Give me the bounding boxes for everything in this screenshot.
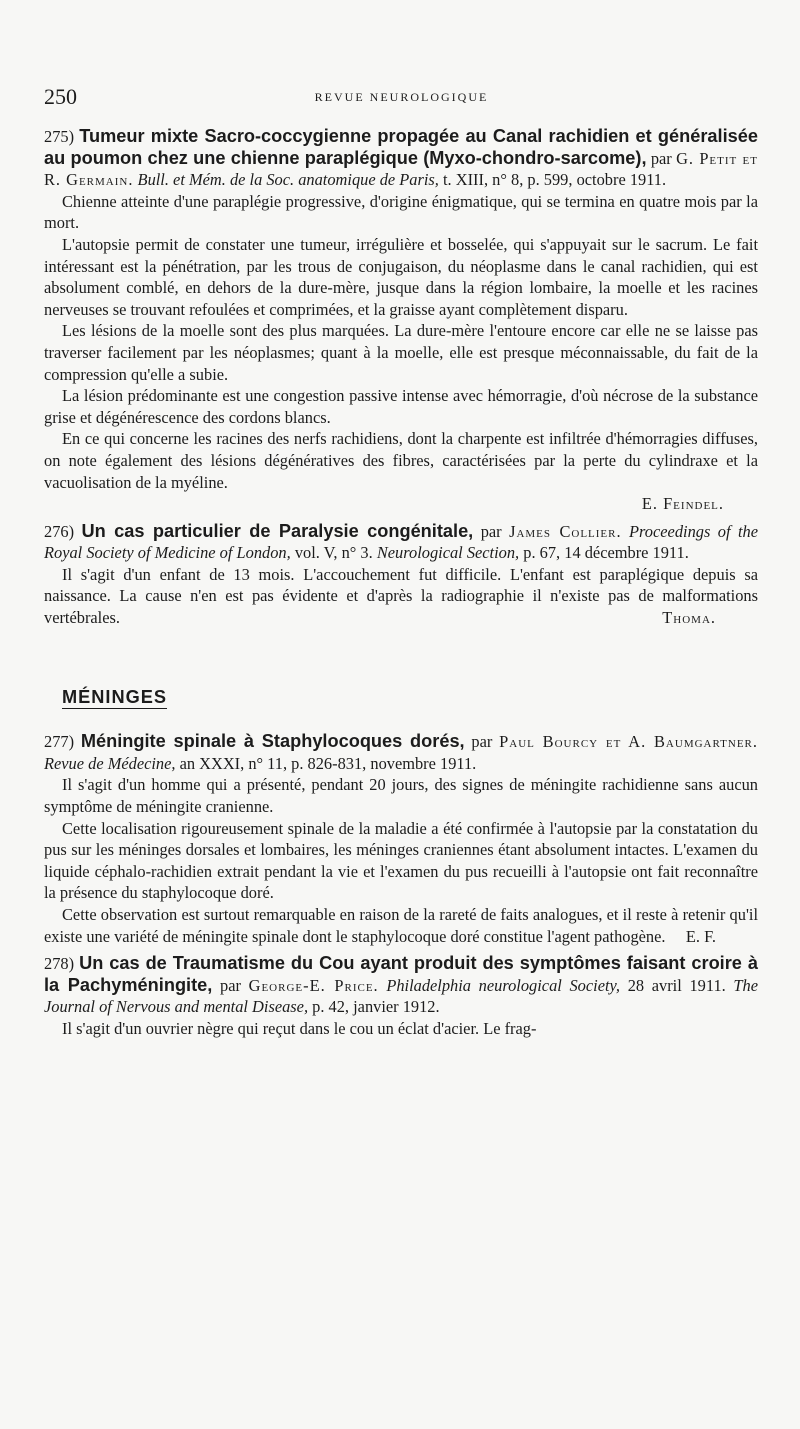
- entry-278-journal-2: The Journal of Nervous and mental Disease,: [44, 975, 759, 1017]
- section-title: MÉNINGES: [62, 686, 168, 707]
- entry-277-paragraph-2: Cette localisation rigoureusement spinale de la maladie a été confirmée à l'autopsie par la constatation du pus sur les méninges dorsales et lombaires, les méninges craniennes étant absolument intactes. L'examen du liquide céphalo-rachidien extrait pendant la vie et l'examen du pus recueilli à l'autopsie ont fait reconnaître la présence du staphylocoque doré.: [44, 818, 758, 903]
- entry-276-details: vol. V, n° 3.: [290, 543, 377, 563]
- entry-276-heading: [44, 521, 758, 564]
- entry-278-authors: George-E. Price.: [248, 975, 379, 995]
- entry-275-signature: E. Feindel.: [641, 494, 724, 514]
- entry-277-signature: E. F.: [685, 926, 716, 946]
- entry-278-paragraph-1: Il s'agit d'un ouvrier nègre qui reçut dans le cou un éclat d'acier. Le frag-: [62, 1018, 537, 1038]
- entry-278-details: 28 avril 1911.: [620, 975, 734, 995]
- entry-277-title: Méningite spinale à Staphylocoques dorés,: [80, 731, 465, 752]
- entry-278-heading: [44, 953, 758, 1018]
- entry-277-number: 277): [44, 732, 75, 752]
- entry-277-paragraph-text: Cette observation est surtout remarquable en raison de la rareté de faits analogues, et il reste à retenir qu'il existe une variété de méningite spinale dont le staphylocoque doré constitue l'agent pathogène.: [44, 905, 758, 946]
- entry-275-details: t. XIII, n° 8, p. 599, octobre 1911.: [438, 170, 667, 190]
- entry-278-number: 278): [44, 954, 75, 974]
- entry-278-par: par: [212, 975, 249, 995]
- entry-277-paragraph-1: Il s'agit d'un homme qui a présenté, pendant 20 jours, des signes de méningite rachidienne sans aucun symptôme de méningite cranienne.: [44, 775, 758, 817]
- entry-277-authors: Paul Bourcy et A. Baumgartner.: [499, 732, 758, 752]
- entry-276-journal: Proceedings of the Royal Society of Medicine of London,: [44, 521, 758, 563]
- entry-276-signature: Thoma.: [662, 608, 716, 628]
- entry-276-paragraph-1: [44, 564, 758, 629]
- page-header: [44, 84, 759, 114]
- entry-278-journal: Philadelphia neurological Society,: [378, 975, 621, 995]
- entry-276-title: Un cas particulier de Paralysie congénitale,: [81, 520, 474, 541]
- entry-275-number: 275): [44, 127, 75, 146]
- entry-278-details-2: p. 42, janvier 1912.: [308, 997, 440, 1017]
- entry-275-par: par: [646, 148, 677, 168]
- running-title: REVUE NEUROLOGIQUE: [314, 90, 489, 104]
- entry-276-journal-section: Neurological Section,: [376, 543, 520, 563]
- entry-275-title: Tumeur mixte Sacro-coccygienne propagée au Canal rachidien et généralisée au poumon chez une chienne paraplégique (Myxo-chondro-sarcome),: [44, 126, 758, 168]
- entry-276-authors: James Collier.: [509, 521, 622, 541]
- entry-277-heading: [44, 731, 758, 774]
- entry-275-paragraph-4: La lésion prédominante est une congestion passive intense avec hémorragie, d'où nécrose de la substance grise et dégénérescence des cordons blancs.: [44, 386, 758, 427]
- entry-276-number: 276): [44, 521, 75, 541]
- entry-276-paragraph-text: Il s'agit d'un enfant de 13 mois. L'accouchement fut difficile. L'enfant est paraplégique depuis sa naissance. La cause n'en est pas évidente et d'après la radiographie il n'existe pas de malformations vertébrales.: [44, 564, 758, 628]
- entry-276-details-2: p. 67, 14 décembre 1911.: [519, 543, 689, 563]
- entry-276-par: par: [473, 521, 510, 541]
- page-number: 250: [44, 84, 77, 109]
- entry-277-details: an XXXI, n° 11, p. 826-831, novembre 1911.: [175, 753, 477, 773]
- entry-275-heading: [44, 126, 758, 191]
- entry-278-title: Un cas de Traumatisme du Cou ayant produit des symptômes faisant croire à la Pachyméningite,: [44, 953, 758, 995]
- entry-277-paragraph-3: [44, 904, 758, 947]
- entry-275-journal: Bull. et Mém. de la Soc. anatomique de Paris,: [133, 170, 439, 190]
- entry-275-paragraph-5: En ce qui concerne les racines des nerfs rachidiens, dont la charpente est infiltrée d'hémorragies diffuses, on note également des lésions dégénératives des fibres, caractérisées par la perte du cylindraxe et la vacuolisation de la myéline.: [44, 429, 758, 492]
- entry-275-paragraph-2: L'autopsie permit de constater une tumeur, irrégulière et bosselée, qui s'appuyait sur le sacrum. Le fait intéressant est la pénétration, par les trous de conjugaison, du néoplasme dans le canal rachidien, qui est absolument comblé, en dehors de la dure-mère, jusque dans la région lombaire, la moelle et les racines nerveuses se trouvant refoulées et comprimées, et la graisse ayant complètement disparu.: [44, 234, 758, 319]
- page-content: [44, 126, 758, 1040]
- entry-275-authors: G. Petit et R. Germain.: [44, 148, 758, 190]
- entry-275-paragraph-1: Chienne atteinte d'une paraplégie progressive, d'origine énigmatique, qui se termina en quatre mois par la mort.: [44, 191, 758, 233]
- entry-277-journal: Revue de Médecine,: [44, 753, 176, 773]
- entry-275-paragraph-3: Les lésions de la moelle sont des plus marquées. La dure-mère l'entoure encore car elle ne se laisse pas traverser facilement par les néoplasmes; quant à la moelle, elle est presque méconnaissable, du fait de la compression qu'elle a subie.: [44, 321, 758, 384]
- entry-277-par: par: [464, 732, 500, 752]
